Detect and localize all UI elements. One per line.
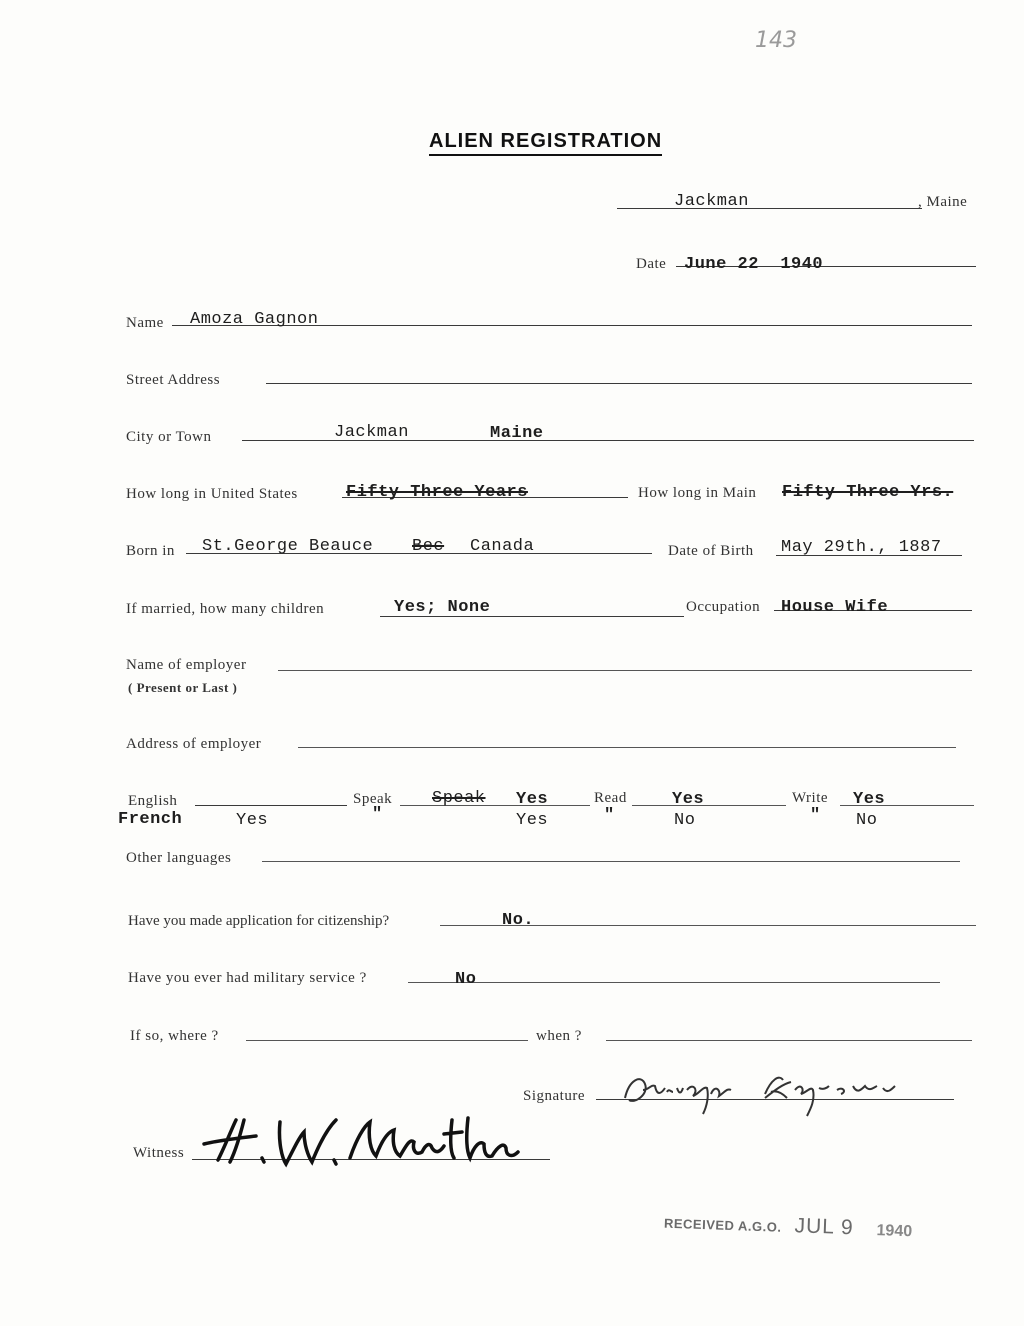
french-write-value: No xyxy=(856,811,878,830)
english-line xyxy=(195,805,347,806)
street-address-label: Street Address xyxy=(126,372,221,388)
signature-handwriting xyxy=(615,1060,945,1130)
city-state-value: Maine xyxy=(490,424,544,443)
military-value: No xyxy=(455,970,477,989)
employer-address-line xyxy=(298,747,956,748)
french-read-value: No xyxy=(674,811,696,830)
city-label: City or Town xyxy=(126,429,212,445)
name-value: Amoza Gagnon xyxy=(190,310,319,329)
city-value: Jackman xyxy=(334,423,409,442)
when-line xyxy=(606,1040,972,1041)
english-write-value: Yes xyxy=(853,790,886,809)
how-long-maine-value: Fifty Three Yrs. xyxy=(782,483,954,502)
received-stamp-year: 1940 xyxy=(876,1222,913,1241)
witness-label: Witness xyxy=(133,1145,185,1161)
received-stamp xyxy=(664,1210,913,1243)
english-label: English xyxy=(128,793,178,809)
born-in-country: Canada xyxy=(470,537,535,556)
date-of-birth-label: Date of Birth xyxy=(668,543,754,559)
speak-crossed: Speak xyxy=(432,789,486,808)
born-in-place: St.George Beauce xyxy=(202,537,374,556)
occupation-label: Occupation xyxy=(686,599,761,615)
military-label: Have you ever had military service ? xyxy=(128,970,367,986)
employer-name-sublabel: ( Present or Last ) xyxy=(128,680,238,695)
write-label: Write xyxy=(792,790,829,806)
read-line xyxy=(632,805,786,806)
born-in-label: Born in xyxy=(126,543,175,559)
employer-address-label: Address of employer xyxy=(126,736,262,752)
french-label: French xyxy=(118,810,183,829)
location-town: Jackman xyxy=(674,192,749,211)
form-title: ALIEN REGISTRATION xyxy=(429,130,662,156)
how-long-us-value: Fifty Three Years xyxy=(346,483,528,502)
how-long-us-label: How long in United States xyxy=(126,486,298,502)
how-long-maine-label: How long in Main xyxy=(638,485,757,501)
french-known-value: Yes xyxy=(236,811,269,830)
name-label: Name xyxy=(126,315,164,331)
english-speak-value: Yes xyxy=(516,790,549,809)
citizenship-value: No. xyxy=(502,911,535,930)
employer-name-label: Name of employer xyxy=(126,657,247,673)
if-so-where-label: If so, where ? xyxy=(130,1028,219,1044)
street-address-line xyxy=(266,383,972,384)
children-value: Yes; None xyxy=(394,598,491,617)
received-stamp-text: RECEIVED A.G.O. xyxy=(663,1215,782,1235)
signature-label: Signature xyxy=(523,1088,585,1104)
if-so-where-line xyxy=(246,1040,528,1041)
born-in-crossed: Bec xyxy=(412,537,445,556)
other-languages-label: Other languages xyxy=(126,850,232,866)
when-label: when ? xyxy=(536,1028,582,1044)
children-label: If married, how many children xyxy=(126,601,325,617)
witness-handwriting xyxy=(200,1110,540,1170)
location-line xyxy=(617,208,922,209)
speak-label: Speak xyxy=(353,791,393,807)
other-languages-line xyxy=(262,861,960,862)
received-stamp-date: JUL 9 xyxy=(794,1214,855,1240)
french-speak-value: Yes xyxy=(516,811,549,830)
french-read-ditto: " xyxy=(604,806,615,825)
english-read-value: Yes xyxy=(672,790,705,809)
french-speak-ditto: " xyxy=(372,805,383,824)
military-line xyxy=(408,982,940,983)
archive-number: 143 xyxy=(755,28,797,53)
date-value: June 22 1940 xyxy=(684,255,824,274)
citizenship-label: Have you made application for citizenship? xyxy=(128,913,390,929)
french-write-ditto: " xyxy=(810,806,821,825)
occupation-value: House Wife xyxy=(781,598,889,617)
employer-name-line xyxy=(278,670,972,671)
speak-line xyxy=(400,805,590,806)
read-label: Read xyxy=(594,790,627,806)
date-of-birth-value: May 29th., 1887 xyxy=(781,538,942,557)
location-state: , Maine xyxy=(918,194,968,210)
date-label: Date xyxy=(636,256,667,272)
